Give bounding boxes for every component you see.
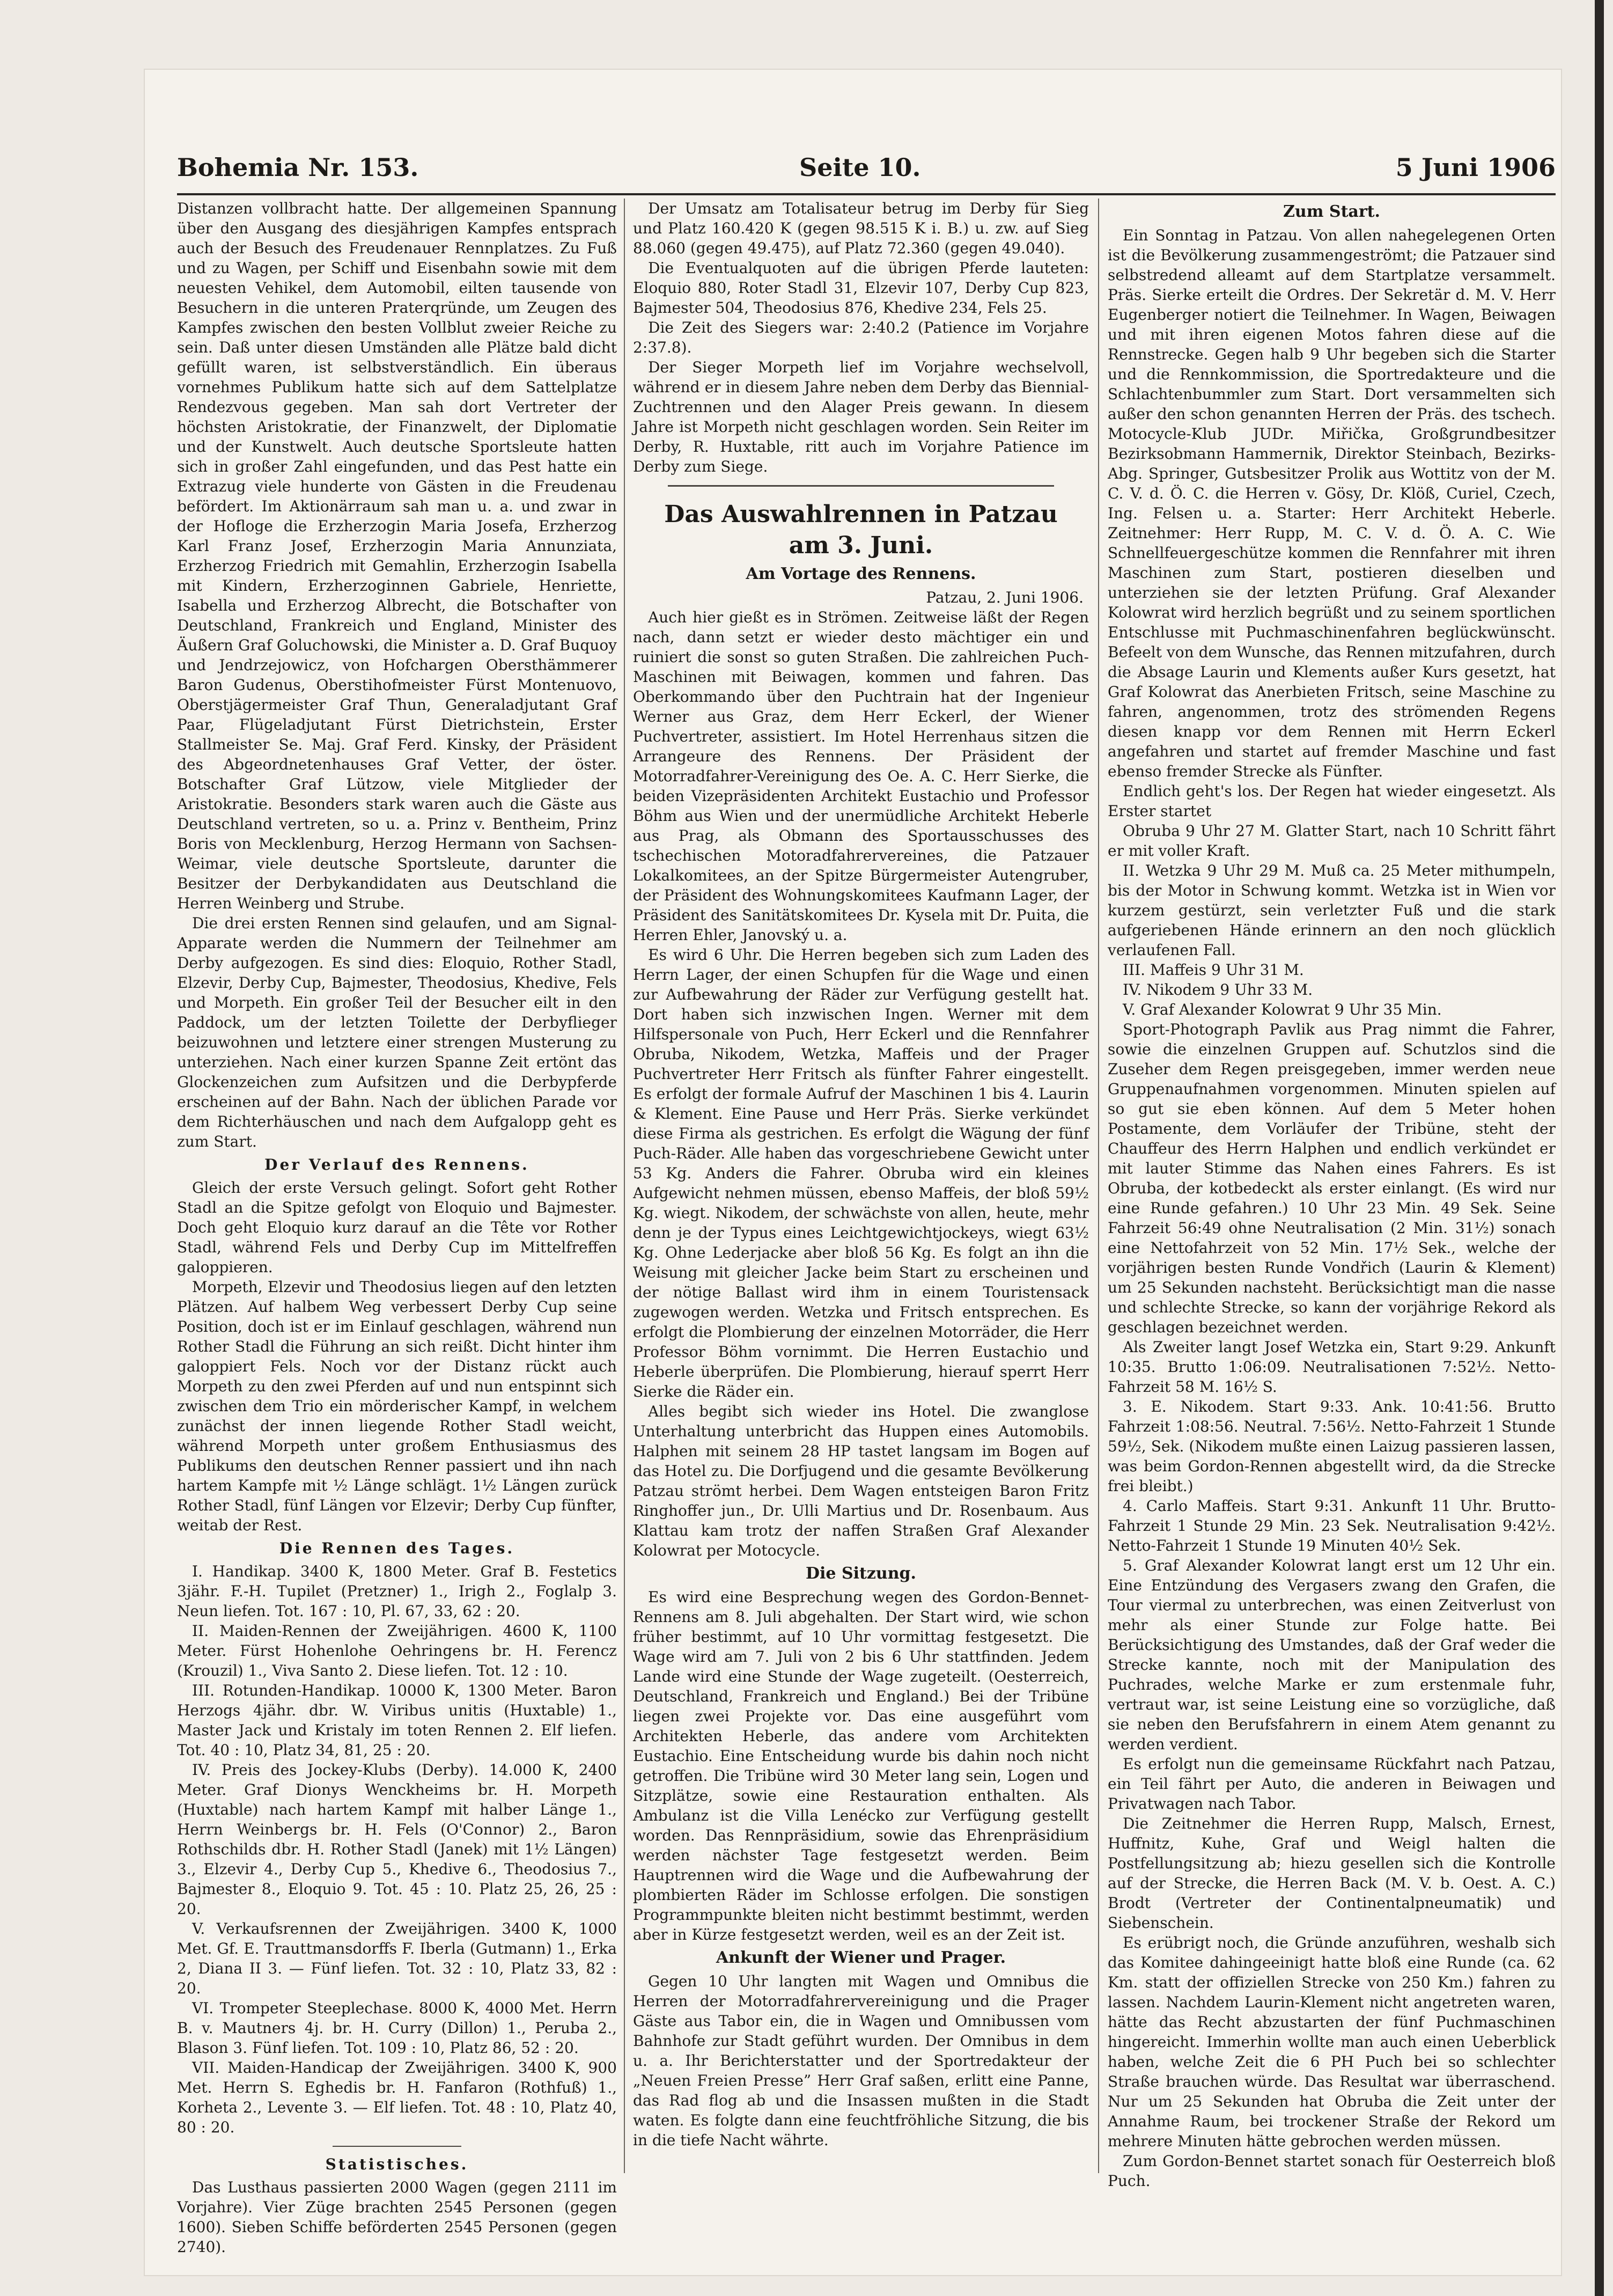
statistics-paragraph: Das Lusthaus passierten 2000 Wagen (gegen 2111 im Vorjahre). Vier Züge brachten 2545 Personen (gegen 1600). Sieben Schiffe beförderten 2545 Personen (gegen 2740). <box>177 2178 617 2256</box>
winner-time-paragraph: Die Zeit des Siegers war: 2:40.2 (Patience im Vorjahre 2:37.8). <box>633 319 1089 356</box>
finish-obruba-paragraph: Sport-Photograph Pavlik aus Prag nimmt die Fahrer, sowie die einzelnen Gruppen auf. Schutzlos sind die Zuseher dem Regen preisgegeben, immer werden neue Gruppenaufnahmen vorgenommen. Minuten spielen auf so gut sie eben können. Auf dem 5 Meter hohen Postamente, dem Vorläufer der Tribüne, steht der Chauffeur des Herrn Halphen und endlich verkündet er mit lauter Stimme das Nahen eines Fahrers. Es ist Obruba, der kotbedeckt als erster einlangt. (Es wird nur eine Runde gefahren.) 10 Uhr 23 Min. 49 Sek. Seine Fahrzeit 56:49 ohne Neutralisation (2 Min. 31½) sonach eine Nettofahrzeit von 52 Min. 17½ Sek., welche der vorjährigen besten Runde Vondřich (Laurin & Klement) um 25 Sekunden nachsteht. Berücksichtigt man die nasse und schlechte Strecke, so kann der vorjährige Rekord als geschlagen bezeichnet werden. <box>1108 1021 1556 1336</box>
header-rule <box>177 193 1556 195</box>
starter-obruba: Obruba 9 Uhr 27 M. Glatter Start, nach 10 Schritt fährt er mit voller Kraft. <box>1108 822 1556 860</box>
issue-date: 5 Juni 1906 <box>1395 153 1556 182</box>
derby-crowd-paragraph: Distanzen vollbracht hatte. Der allgemeinen Spannung über den Ausgang des diesjährigen Kampfes entsprach auch der Besuch des Freudenauer Rennplatzes. Zu Fuß und zu Wagen, per Schiff und Eisenbahn sowie mit dem neuesten Vehikel, dem Automobil, eilten tausende von Besuchern in die unteren Praterqründe, um Zeugen des Kampfes zwischen den besten Vollblut zweier Reiche zu sein. Daß unter diesen Umständen alle Plätze bald dicht gefüllt waren, ist selbstverständlich. Ein überaus vornehmes Publikum hatte sich auf dem Sattelplatze Rendezvous gegeben. Man sah dort Vertreter der höchsten Aristokratie, der Finanzwelt, der Diplomatie und der Kunstwelt. Auch deutsche Sportsleute hatten sich in großer Zahl eingefunden, und das Pest hatte ein Extrazug viele hunderte von Gästen in die Freudenau befördert. Im Aktionärraum sah man u. a. und zwar in der Hofloge die Erzherzogin Maria Josefa, Erzherzog Karl Franz Josef, Erzherzogin Maria Annunziata, Erzherzog Friedrich mit Gemahlin, Erzherzogin Isabella mit Kindern, Erzherzoginnen Gabriele, Henriette, Isabella und Erzherzog Albrecht, die Botschafter von Deutschland, Frankreich und England, Minister des Äußern Graf Goluchowski, die Minister a. D. Graf Buquoy und Jendrzejowicz, von Hofchargen Obersthämmerer Baron Gudenus, Oberstihofmeister Fürst Montenuovo, Oberstjägermeister Graf Thun, Generaladjutant Graf Paar, Flügeladjutant Fürst Dietrichstein, Erster Stallmeister Se. Maj. Graf Ferd. Kinsky, der Präsident des Abgeordnetenhauses Graf Vetter, der öster. Botschafter Graf Lützow, viele Mitglieder der Aristokratie. Besonders stark waren auch die Gäste aus Deutschland vertreten, so u. a. Prinz v. Bentheim, Prinz Boris von Mecklenburg, Herzog Hermann von Sachsen-Weimar, viele deutsche Sportsleute, darunter die Besitzer der Derbykandidaten aus Deutschland die Herren Weinberg und Strube. <box>177 200 617 912</box>
race-result-1: I. Handikap. 3400 K, 1800 Meter. Graf B. Festetics 3jähr. F.-H. Tupilet (Pretzner) 1., Irigh 2., Foglalp 3. Neun liefen. Tot. 167 : 10, Pl. 67, 33, 62 : 20. <box>177 1563 617 1620</box>
race-result-6: VI. Trompeter Steeplechase. 8000 K, 4000 Met. Herrn B. v. Mautners 4j. br. H. Curry (Dillon) 1., Peruba 2., Blason 3. Fünf liefen. Tot. 109 : 10, Platz 86, 52 : 20. <box>177 1999 617 2057</box>
race-result-3: III. Rotunden-Handikap. 10000 K, 1300 Meter. Baron Herzogs 4jähr. dbr. W. Viribus unitis (Huxtable) 1., Master Jack und Kristaly im toten Rennen 2. Elf liefen. Tot. 40 : 10, Platz 34, 81, 25 : 20. <box>177 1682 617 1759</box>
article-separator <box>668 485 1054 487</box>
column-divider-2 <box>1098 199 1099 2173</box>
eve-of-race-heading: Am Vortage des Rennens. <box>746 564 976 583</box>
column-2 <box>633 199 1089 2173</box>
meeting-paragraph: Es wird eine Besprechung wegen des Gordon-Bennet-Rennens am 8. Juli abgehalten. Der Start wird, wie schon früher bestimmt, auf 10 Uhr vormittag festgesetzt. Die Wage wird am 7. Juli von 2 bis 6 Uhr stattfinden. Jedem Lande wird eine Stunde der Wage zugeteilt. (Oesterreich, Deutschland, Frankreich und England.) Bei der Tribüne liegen zwei Projekte vor. Das eine ausgeführt vom Architekten Heberle, das andere vom Architekten Eustachio. Eine Entscheidung wurde bis dahin noch nicht getroffen. Die Tribüne wird 30 Meter lang sein, Logen und Sitzplätze, sowie eine Restauration enthalten. Als Ambulanz ist die Villa Lenécko zur Verfügung gestellt worden. Das Rennpräsidium, sowie das Ehrenpräsidium werden nächster Tage festgesetzt werden. Beim Hauptrennen wird die Wage und die Aufbewahrung der plombierten Räder im Schlosse erfolgen. Die sonstigen Programmpunkte bleiten nicht bestimmt bestimmt, werden aber in Kürze festgesetzt werden, weil es an der Zeit ist. <box>633 1588 1089 1943</box>
race-result-2: II. Maiden-Rennen der Zweijährigen. 4600 K, 1100 Meter. Fürst Hohenlohe Oehringens br. H. Ferencz (Krouzil) 1., Viva Santo 2. Diese liefen. Tot. 12 : 10. <box>177 1622 617 1679</box>
finish-wetzka-paragraph: Als Zweiter langt Josef Wetzka ein, Start 9:29. Ankunft 10:35. Brutto 1:06:09. Neutralisationen 7:52½. Netto-Fahrzeit 58 M. 16½ S. <box>1108 1338 1556 1396</box>
day-results-title: Die Rennen des Tages. <box>279 1539 515 1557</box>
race-finish-paragraph: Morpeth, Elzevir und Theodosius liegen auf den letzten Plätzen. Auf halbem Weg verbessert Derby Cup seine Position, doch ist er im Einlauf geschlagen, während nun Rother Stadl die Führung an sich reißt. Dicht hinter ihm galoppiert Fels. Noch vor der Distanz rückt auch Morpeth zu den zwei Pferden auf und nun entspinnt sich zwischen dem Trio ein mörderischer Kampf, in welchem zunächst der innen liegende Rother Stadl weicht, während Morpeth unter großem Enthusiasmus des Publikums den deutschen Renner passiert und ihn nach hartem Kampfe mit ½ Länge schlägt. 1½ Längen zurück Rother Stadl, fünf Längen vor Elzevir; Derby Cup fünfter, weitab der Rest. <box>177 1278 617 1534</box>
page-number: Seite 10. <box>799 153 921 182</box>
column-3 <box>1108 199 1556 2190</box>
start-begins-paragraph: Endlich geht's los. Der Regen hat wieder eingesetzt. Als Erster startet <box>1108 782 1556 820</box>
starter-nikodem: IV. Nikodem 9 Uhr 33 M. <box>1123 981 1313 999</box>
start-heading: Zum Start. <box>1283 202 1380 221</box>
weighing-paragraph: Es wird 6 Uhr. Die Herren begeben sich zum Laden des Herrn Lager, der einen Schupfen für die Wage und einen zur Aufbewahrung der Räder zur Verfügung gestellt hat. Dort haben sich inzwischen Ingen. Werner mit dem Hilfspersonale von Puch, Herr Eckerl und die Rennfahrer Obruba, Nikodem, Wetzka, Maffeis und der Prager Puchvertreter Herr Fritsch als fünfter Fahrer eingestellt. Es erfolgt der formale Aufruf der Maschinen 1 bis 4. Laurin & Klement. Eine Pause und Herr Präs. Sierke verkündet diese Firma als gestrichen. Es erfolgt die Wägung der fünf Puch-Räder. Alle haben das vorgeschriebene Gewicht unter 53 Kg. Anders die Fahrer. Obruba wird ein kleines Aufgewicht nehmen müssen, ebenso Maffeis, der bloß 59½ Kg. wiegt. Nikodem, der schwächste von allen, heute, mehr denn je der Typus eines Leichtgewichtjockeys, wiegt 63½ Kg. Ohne Lederjacke aber bloß 56 Kg. Es folgt an ihn die Weisung mit gleicher Jacke beim Start zu erscheinen und der nötige Ballast wird ihm in einem Touristensack zugewogen werden. Wetzka und Fritsch entsprechen. Es erfolgt die Plombierung der einzelnen Motorräder, die Herr Professor Böhm vornimmt. Die Herren Eustachio und Heberle überprüfen. Die Plombierung, hierauf sperrt Herr Sierke die Räder ein. <box>633 946 1089 1400</box>
race-start-paragraph: Gleich der erste Versuch gelingt. Sofort geht Rother Stadl an die Spitze gefolgt von Eloquio und Bajmester. Doch geht Eloquio kurz darauf an die Tête vor Rother Stadl, während Fels und Derby Cup im Mittelfreffen galoppieren. <box>177 1179 617 1276</box>
dateline: Patzau, 2. Juni 1906. <box>926 589 1084 606</box>
page-header <box>177 153 1556 190</box>
starter-kolowrat: V. Graf Alexander Kolowrat 9 Uhr 35 Min. <box>1123 1001 1442 1018</box>
quotes-paragraph: Die Eventualquoten auf die übrigen Pferde lauteten: Eloquio 880, Roter Stadl 31, Elzevir 107, Derby Cup 823, Bajmester 504, Theodosius 876, Khedive 234, Fels 25. <box>633 259 1089 317</box>
finish-nikodem-paragraph: 3. E. Nikodem. Start 9:33. Ank. 10:41:56. Brutto Fahrzeit 1:08:56. Neutral. 7:56½. Netto-Fahrzeit 1 Stunde 59½, Sek. (Nikodem mußte einen Laizug passieren lassen, was beim Gordon-Rennen abgestellt wird, da die Strecke frei bleibt.) <box>1108 1398 1556 1495</box>
arrival-paragraph: Gegen 10 Uhr langten mit Wagen und Omnibus die Herren der Motorradfahrervereinigung und die Prager Gäste aus Tabor ein, die in Wagen und Omnibussen vom Bahnhofe zur Stadt geführt wurden. Der Omnibus in dem u. a. Ihr Berichterstatter und der Sportredakteur der „Neuen Freien Presse” Herr Graf saßen, erlitt eine Panne, das Rad flog ab und die Insassen mußten in die Stadt waten. Es folgte dann eine feuchtfröhliche Sitzung, die bis in die tiefe Nacht währte. <box>633 1972 1089 2149</box>
statistics-title: Statistisches. <box>325 2155 469 2173</box>
hotel-arrival-paragraph: Alles begibt sich wieder ins Hotel. Die zwanglose Unterhaltung unterbricht das Huppen eines Automobils. Halphen mit seinem 28 HP tastet langsam im Bogen auf das Hotel zu. Die Dorfjugend und die gesamte Bevölkerung Patzau strömt herbei. Dem Wagen entsteigen Baron Fritz Ringhoffer jun., Dr. Ulli Martius und Dr. Rosenbaum. Aus Klattau kam trotz der naffen Straßen Graf Alexander Kolowrat per Motocycle. <box>633 1403 1089 1559</box>
article-title-line-2: am 3. Juni. <box>789 532 933 559</box>
winner-history-paragraph: Der Sieger Morpeth lief im Vorjahre wechselvoll, während er in diesem Jahre neben dem Derby das Biennial-Zuchtrennen und den Alager Preis gewann. In diesem Jahre ist Morpeth nicht geschlagen worden. Sein Reiter im Derby, R. Huxtable, ritt auch im Vorjahre Patience im Derby zum Siege. <box>633 358 1089 475</box>
meeting-heading: Die Sitzung. <box>806 1564 916 1583</box>
starter-wetzka: II. Wetzka 9 Uhr 29 M. Muß ca. 25 Meter mithumpeln, bis der Motor in Schwung kommt. Wetzka ist in Wien vor kurzem gestürzt, sein verletzter Fuß und die stark aufgeriebenen Hände erinnern an den noch glücklich verlaufenen Fall. <box>1108 862 1556 959</box>
starter-maffeis: III. Maffeis 9 Uhr 31 M. <box>1123 961 1304 979</box>
totalisator-paragraph: Der Umsatz am Totalisateur betrug im Derby für Sieg und Platz 160.420 K (gegen 98.515 K i. B.) u. zw. auf Sieg 88.060 (gegen 49.475), auf Platz 72.360 (gegen 49.040). <box>633 200 1089 257</box>
arrival-heading: Ankunft der Wiener und Prager. <box>716 1948 1006 1967</box>
one-lap-reason-paragraph: Es erübrigt noch, die Gründe anzuführen, weshalb sich das Komitee dahingeeinigt hatte bloß eine Runde (ca. 62 Km. statt der offiziellen Strecke von 250 Km.) fahren zu lassen. Nachdem Laurin-Klement nicht angetreten waren, hätte das Recht abzustarten der fünf Puchmaschinen hingereicht. Immerhin wollte man auch einen Ueberblick haben, welche Zeit die 6 PH Puch bei so schlechter Straße brauchen würde. Das Resultat war überraschend. Nur um 25 Sekunden hat Obruba die Zeit unter der Annahme Raum, bei trockener Straße der Rekord um mehrere Minuten hätte gebrochen werden müssen. <box>1108 1934 1556 2150</box>
start-paragraph: Ein Sonntag in Patzau. Von allen nahegelegenen Orten ist die Bevölkerung zusammengeströmt; die Patzauer sind selbstredend alleamt auf dem Startplatze versammelt. Präs. Sierke erteilt die Ordres. Der Sekretär d. M. V. Herr Eugenberger notiert die Teilnehmer. In Wagen, Beiwagen und mit ihren eigenen Motos fahren diese auf die Rennstrecke. Gegen halb 9 Uhr begeben sich die Starter und die Rennkommission, die Sportredakteure und die Schlachtenbummler zum Start. Dort versammelten sich außer den schon genannten Herren der Präs. des tschech. Motocycle-Klub JUDr. Miřička, Großgrundbesitzer Bezirksobmann Hammernik, Direktor Steinbach, Bezirks-Abg. Springer, Gutsbesitzer Prolik aus Wottitz von der M. C. V. d. Ö. C. die Herren v. Gösy, Dr. Klöß, Curiel, Czech, Ing. Felsen u. a. Starter: Herr Architekt Heberle. Zeitnehmer: Herr Rupp, M. C. V. d. Ö. A. C. Wie Schnellfeuergeschütze kommen die Rennfahrer mit ihren Maschinen zum Start, postieren dieselben und unterziehen sie der letzten Prüfung. Graf Alexander Kolowrat wird herzlich begrüßt und zu seinem sportlichen Entschlusse mit Puchmaschinenfahren beglückwünscht. Befeelt von dem Wunsche, das Rennen mitzufahren, durch die Absage Laurin und Klements außer Kurs gesetzt, hat Graf Kolowrat das Anerbieten Fritsch, seine Maschine zu fahren, angenommen, trotz des strömenden Regens diesen knapp vor dem Rennen mit Herrn Eckerl angefahren und startet auf fremder Maschine und fast ebenso fremder Strecke als Fünfter. <box>1108 226 1556 780</box>
patzau-rain-paragraph: Auch hier gießt es in Strömen. Zeitweise läßt der Regen nach, dann setzt er wieder desto mächtiger ein und ruiniert die sonst so guten Straßen. Die zahlreichen Puch-Maschinen mit Beiwagen, kommen und fahren. Das Oberkommando über den Puchtrain hat der Ingenieur Werner aus Graz, dem Herr Eckerl, der Wiener Puchvertreter, assistiert. Im Hotel Herrenhaus sitzen die Arrangeure des Rennens. Der Präsident der Motorradfahrer-Vereinigung des Oe. A. C. Herr Sierke, die beiden Vizepräsidenten Architekt Eustachio und Professor Böhm aus Wien und der unermüdliche Architekt Heberle aus Prag, als Obmann des Sportausschusses des tschechischen Motoradfahrervereines, die Patzauer Lokalkomitees, an der Spitze Bürgermeister Autengruber, der Präsident des Wohnungskomitees Kaufmann Lager, der Präsident des Sanitätskomitees Dr. Kysela mit Dr. Puita, die Herren Ehler, Janovský u. a. <box>633 608 1089 944</box>
finish-kolowrat-paragraph: 5. Graf Alexander Kolowrat langt erst um 12 Uhr ein. Eine Entzündung des Vergasers zwang den Grafen, die Tour viermal zu unterbrechen, was einen Zeitverlust von mehr als einer Stunde zur Folge hatte. Bei Berücksichtigung des Umstandes, daß der Graf weder die Strecke kannte, noch mit der Manipulation des Puchrades, welche Marke er zum erstenmale fuhr, vertraut war, ist seine Leistung eine so vorzügliche, daß sie neben den Berufsfahrern in einem Atem genannt zu werden verdient. <box>1108 1557 1556 1753</box>
timekeepers-paragraph: Die Zeitnehmer die Herren Rupp, Malsch, Ernest, Huffnitz, Kuhe, Graf und Weigl halten die Postfellungsitzung ab; hiezu gesellen sich die Kontrolle auf der Strecke, die Herren Back (M. V. b. Oest. A. C.) Brodt (Vertreter der Continentalpneumatik) und Siebenschein. <box>1108 1815 1556 1932</box>
section-separator <box>333 2146 461 2147</box>
race-result-4: IV. Preis des Jockey-Klubs (Derby). 14.000 K, 2400 Meter. Graf Dionys Wenckheims br. H. Morpeth (Huxtable) nach hartem Kampf mit halber Länge 1., Herrn Weinbergs br. H. Fels (O'Connor) 2., Baron Rothschilds dbr. H. Rother Stadl (Janek) mit 1½ Längen) 3., Elzevir 4., Derby Cup 5., Khedive 6., Theodosius 7., Bajmester 8., Eloquio 9. Tot. 45 : 10. Platz 25, 26, 25 : 20. <box>177 1761 617 1918</box>
finish-maffeis-paragraph: 4. Carlo Maffeis. Start 9:31. Ankunft 11 Uhr. Brutto-Fahrzeit 1 Stunde 29 Min. 23 Sek. Neutralisation 9:42½. Netto-Fahrzeit 1 Stunde 19 Minuten 40½ Sek. <box>1108 1497 1556 1554</box>
race-result-5: V. Verkaufsrennen der Zweijährigen. 3400 K, 1000 Met. Gf. E. Trauttmansdorffs F. Iberla (Gutmann) 1., Erka 2, Diana II 3. — Fünf liefen. Tot. 32 : 10, Platz 33, 82 : 20. <box>177 1920 617 1997</box>
article-title-line-1: Das Auswahlrennen in Patzau <box>664 501 1058 528</box>
race-result-7: VII. Maiden-Handicap der Zweijährigen. 3400 K, 900 Met. Herrn S. Eghedis br. H. Fanfaron (Rothfuß) 1., Korheta 2., Levente 3. — Elf liefen. Tot. 48 : 10, Platz 40, 80 : 20. <box>177 2059 617 2136</box>
column-divider-1 <box>624 199 625 2173</box>
column-1 <box>177 199 617 2256</box>
race-course-title: Der Verlauf des Rennens. <box>264 1156 529 1173</box>
return-trip-paragraph: Es erfolgt nun die gemeinsame Rückfahrt nach Patzau, ein Teil fährt per Auto, die anderen in Beiwagen und Privatwagen nach Tabor. <box>1108 1755 1556 1813</box>
derby-field-paragraph: Die drei ersten Rennen sind gelaufen, und am Signal-Apparate werden die Nummern der Teilnehmer am Derby aufgezogen. Es sind dies: Eloquio, Rother Stadl, Elzevir, Derby Cup, Bajmester, Theodosius, Khedive, Fels und Morpeth. Ein großer Teil der Besucher eilt in den Paddock, um der letzten Toilette der Derbyflieger beizuwohnen und letztere einer strengen Musterung zu unterziehen. Nach einer kurzen Spanne Zeit ertönt das Glockenzeichen zum Aufsitzen und die Derbypferde erscheinen auf der Bahn. Nach der üblichen Parade vor dem Richterhäuschen und nach dem Aufgalopp geht es zum Start. <box>177 914 617 1150</box>
gordon-bennett-paragraph: Zum Gordon-Bennet startet sonach für Oesterreich bloß Puch. <box>1108 2152 1556 2190</box>
newspaper-issue: Bohemia Nr. 153. <box>177 153 419 182</box>
